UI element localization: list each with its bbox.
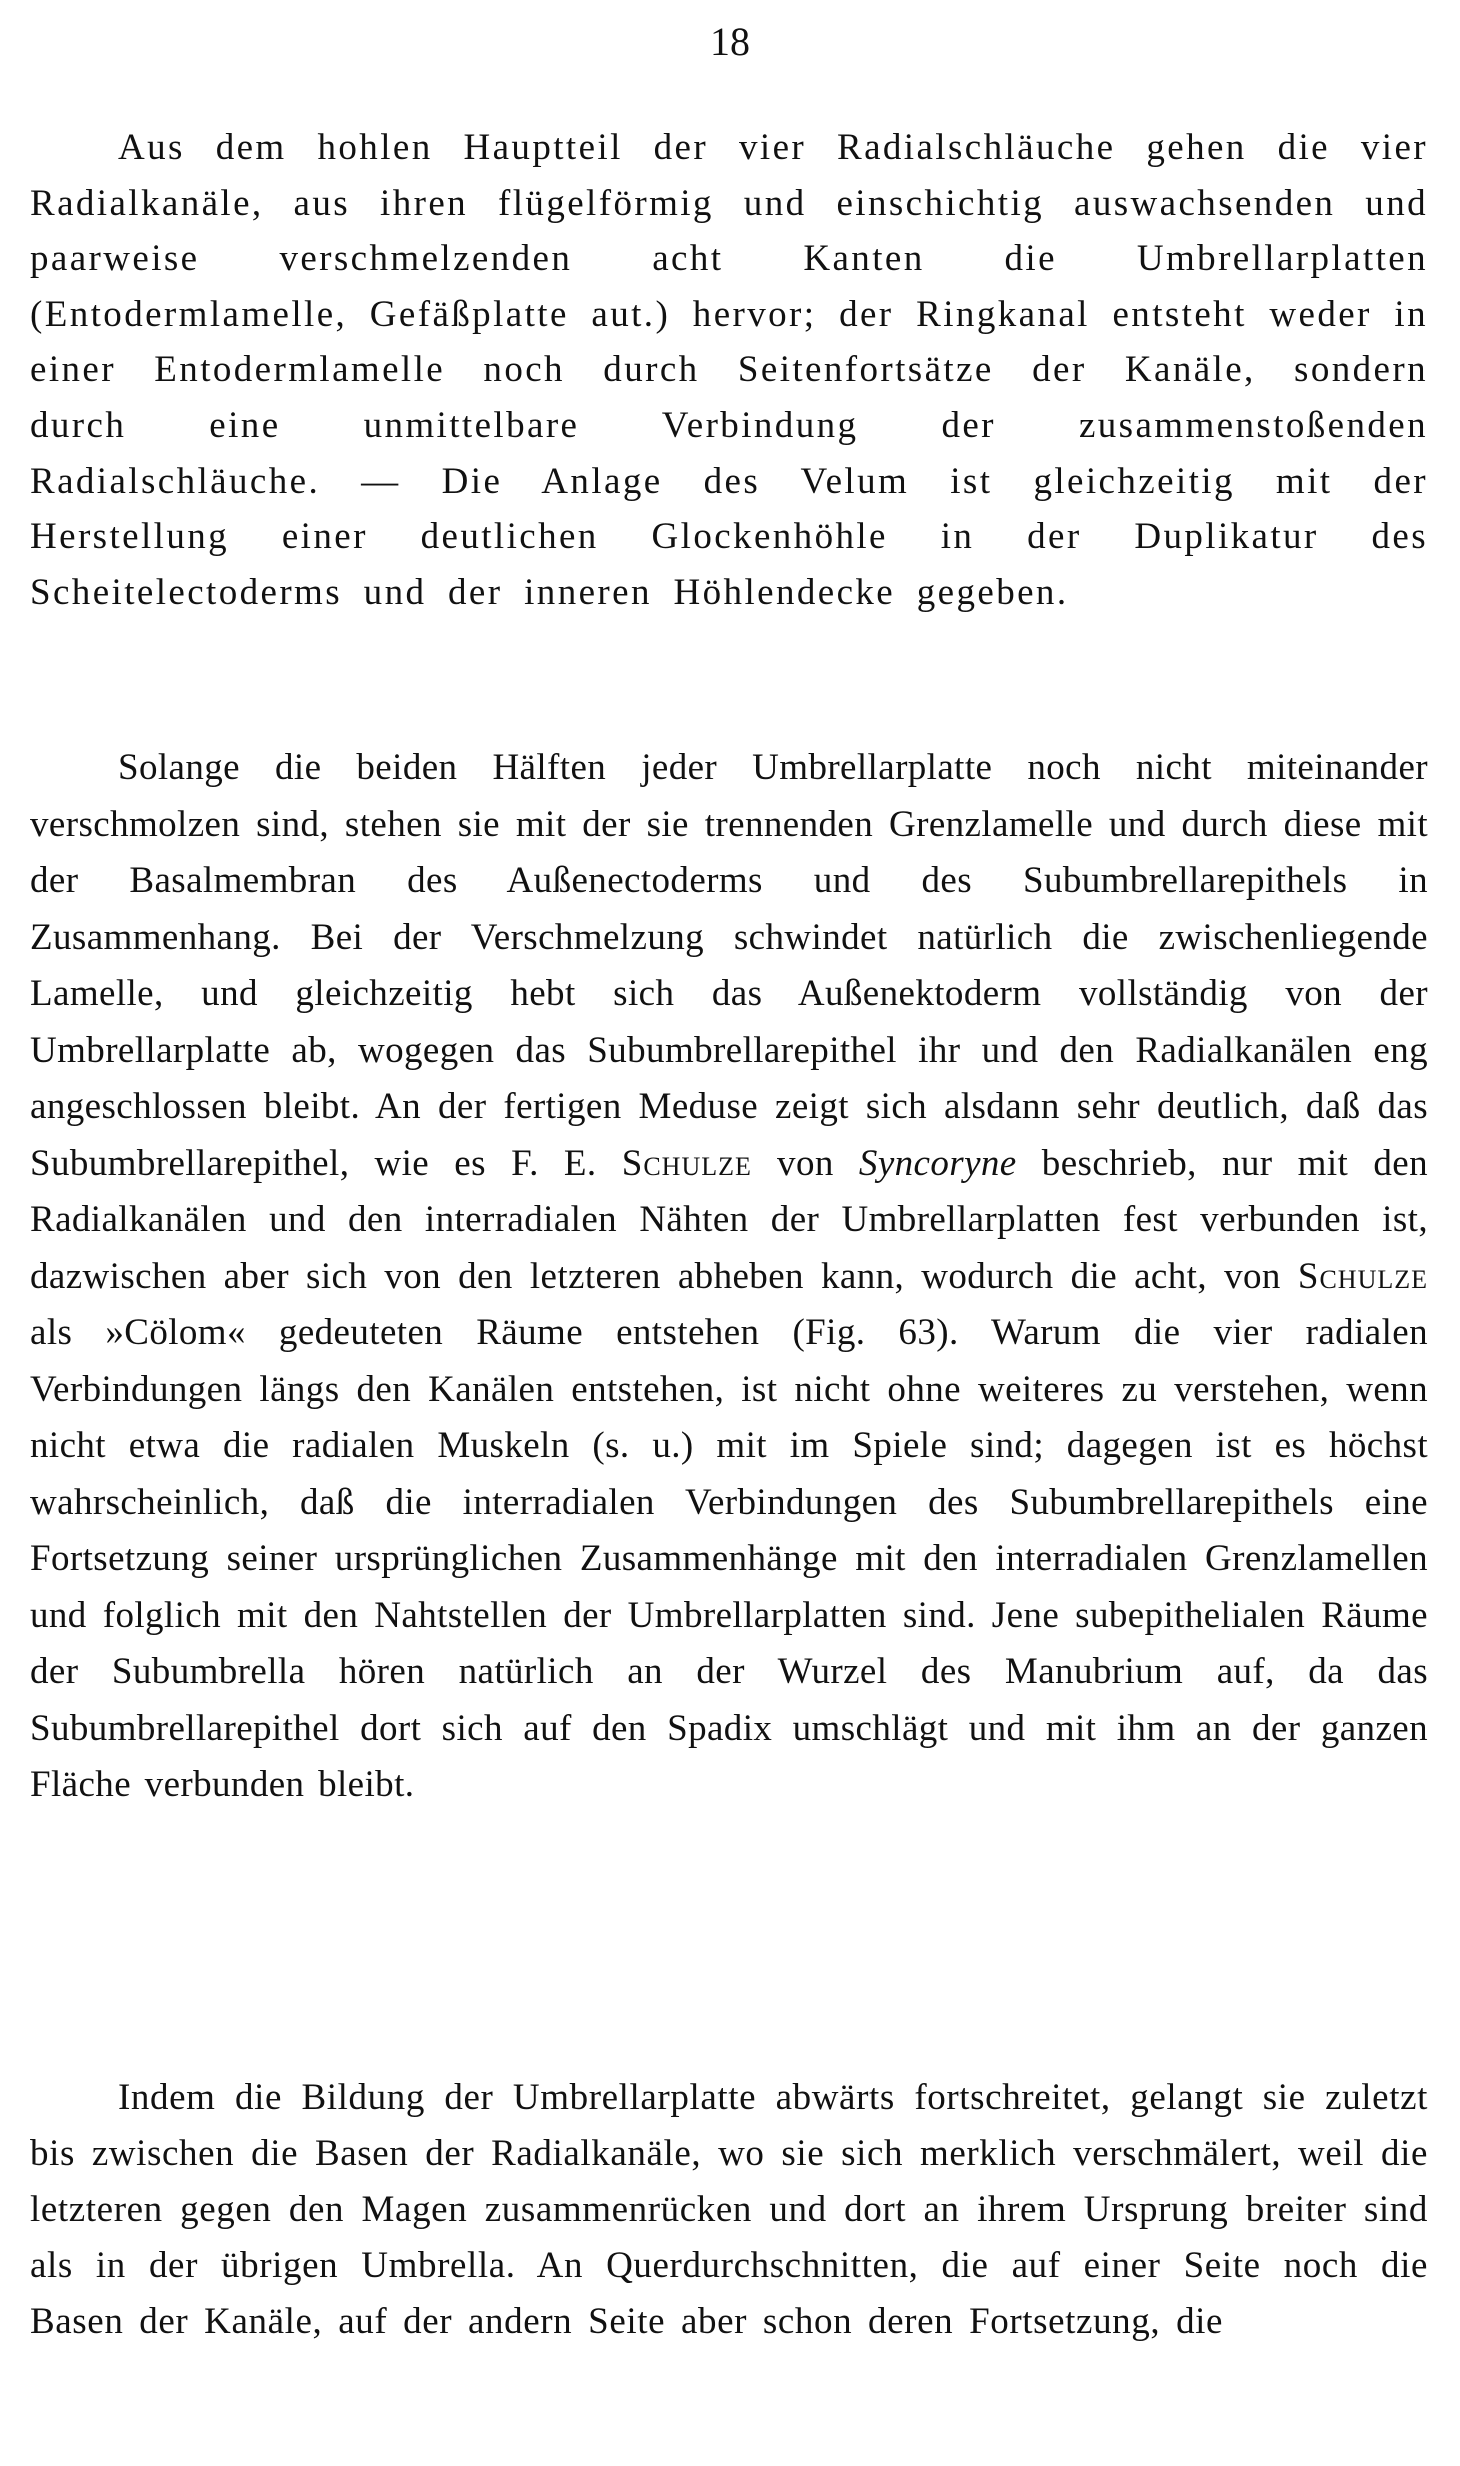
genus-name-syncoryne: Syncoryne	[858, 1142, 1017, 1184]
paragraph-2-text-4: als »Cölom« gedeuteten Räume entstehen (Fig. 63). Warum die vier radialen Verbindungen längs den Kanälen entstehen, ist nicht ohne weiteres zu verstehen, wenn nicht etwa die radialen Muskeln (s. u.) mit im Spiele sind; dagegen ist es höchst wahrscheinlich, daß die interradialen Verbindungen des Subumbrellarepithels eine Fortsetzung seiner ursprünglichen Zusammenhänge mit den interradialen Grenzlamellen und folglich mit den Nahtstellen der Umbrellarplatten sind. Jene subepithelialen Räume der Subumbrella hören natürlich an der Wurzel des Manubrium auf, da das Subumbrellarepithel dort sich auf den Spadix umschlägt und mit ihm an der ganzen Fläche verbunden bleibt.	[30, 1312, 1428, 1805]
paragraph-2-text-2: von	[777, 1142, 834, 1184]
author-name-schulze-2: Schulze	[1297, 1255, 1428, 1297]
paragraph-2	[30, 740, 1428, 1814]
page-number: 18	[710, 19, 750, 64]
paragraph-2-text-1: Solange die beiden Hälften jeder Umbrellarplatte noch nicht miteinander verschmolzen sind, stehen sie mit der sie trennenden Grenzlamelle und durch diese mit der Basalmembran des Außenectoderms und des Subumbrellarepithels in Zusammenhang. Bei der Verschmelzung schwindet natürlich die zwischenliegende Lamelle, und gleichzeitig hebt sich das Außenektoderm vollständig von der Umbrellarplatte ab, wogegen das Subumbrellarepithel ihr und den Radialkanälen eng angeschlossen bleibt. An der fertigen Meduse zeigt sich alsdann sehr deutlich, daß das Subumbrellarepithel, wie es F. E.	[30, 747, 1428, 1184]
paragraph-2-text-3: beschrieb, nur mit den Radialkanälen und den interradialen Nähten der Umbrellarplatten fest verbunden ist, dazwischen aber sich von den letzteren abheben kann, wodurch die acht, von	[30, 1142, 1428, 1297]
paragraph-1: Aus dem hohlen Hauptteil der vier Radialschläuche gehen die vier Radialkanäle, aus ihren flügelförmig und einschichtig auswachsenden und paarweise verschmelzenden acht Kanten die Umbrellarplatten (Entodermlamelle, Gefäßplatte aut.) hervor; der Ringkanal entsteht weder in einer Entodermlamelle noch durch Seitenfortsätze der Kanäle, sondern durch eine unmittelbare Verbindung der zusammenstoßenden Radialschläuche. — Die Anlage des Velum ist gleichzeitig mit der Herstellung einer deutlichen Glockenhöhle in der Duplikatur des Scheitelectoderms und der inneren Höhlendecke gegeben.	[30, 127, 1428, 613]
author-name-schulze-1: Schulze	[621, 1142, 752, 1184]
paragraph-3: Indem die Bildung der Umbrellarplatte abwärts fortschreitet, gelangt sie zuletzt bis zwischen die Basen der Radialkanäle, wo sie sich merklich verschmälert, weil die letzteren gegen den Magen zusammenrücken und dort an ihrem Ursprung breiter sind als in der übrigen Umbrella. An Querdurchschnitten, die auf einer Seite noch die Basen der Kanäle, auf der andern Seite aber schon deren Fortsetzung, die	[30, 2077, 1428, 2342]
